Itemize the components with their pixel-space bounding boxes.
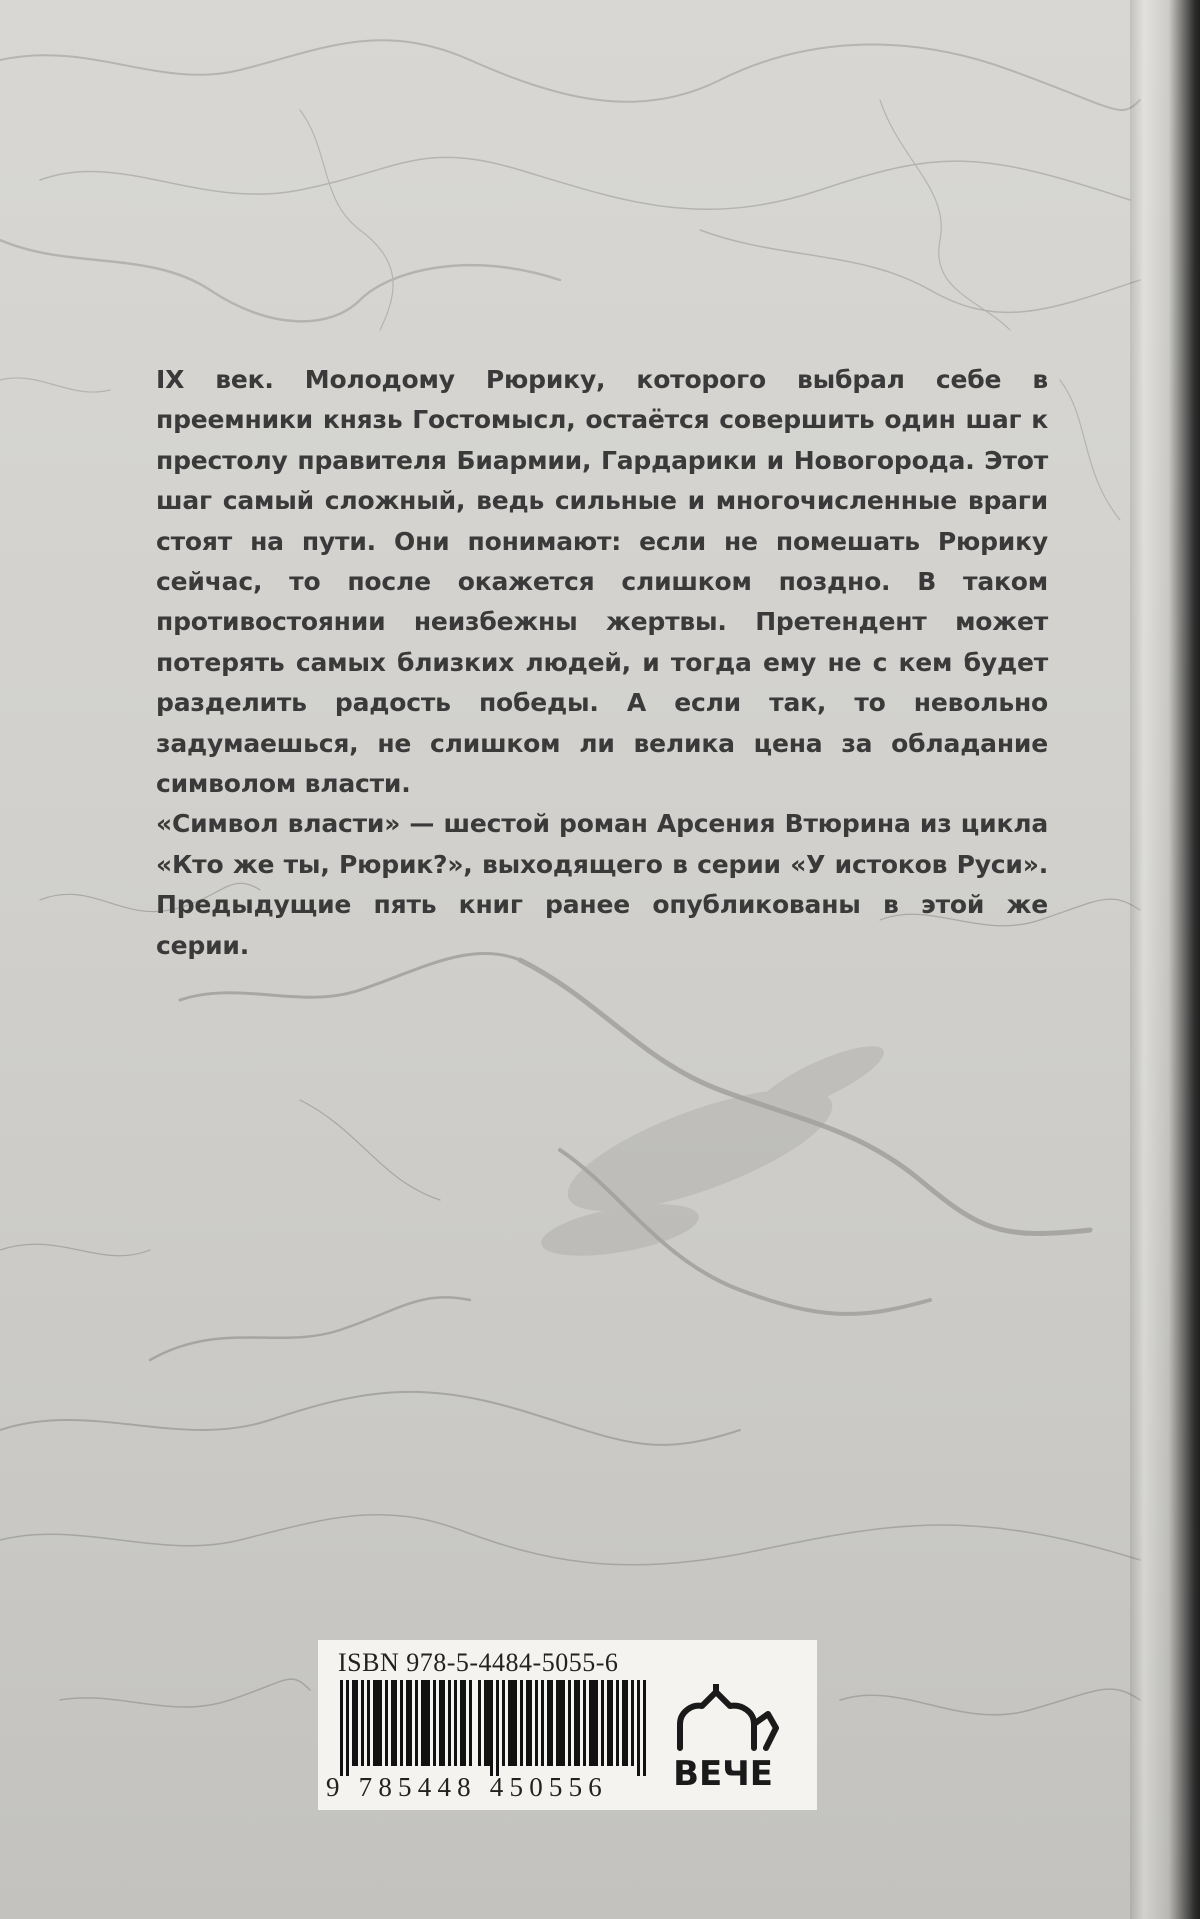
isbn-label: ISBN 978-5-4484-5055-6 (338, 1648, 619, 1677)
barcode (340, 1680, 646, 1776)
blurb-paragraph: «Символ власти» — шестой роман Арсения Втюрина из цикла «Кто же ты, Рюрик?», выходящего в серии «У истоков Руси». Предыдущие пять книг ранее опубликованы в этой же серии. (156, 809, 1048, 960)
blurb-text (156, 360, 1048, 966)
barcode-panel (318, 1640, 817, 1810)
book-spine-edge (1130, 0, 1200, 1919)
publisher-name: ВЕЧЕ (673, 1754, 773, 1794)
blurb-paragraph: IX век. Молодому Рюрику, которого выбрал себе в преемники князь Гостомысл, остаётся совершить один шаг к престолу правителя Биармии, Гардарики и Новогорода. Этот шаг самый сложный, ведь сильные и многочисленные враги стоят на пути. Они понимают: если не помешать Рюрику сейчас, то после окажется слишком поздно. В таком противостоянии неизбежны жертвы. Претендент может потерять самых близких людей, и тогда ему не с кем будет разделить радость победы. А если так, то невольно задумаешься, не слишком ли велика цена за обладание символом власти. (156, 365, 1048, 799)
veche-publisher-logo-icon (658, 1684, 788, 1794)
ean-number: 9 785448 450556 (326, 1772, 608, 1802)
